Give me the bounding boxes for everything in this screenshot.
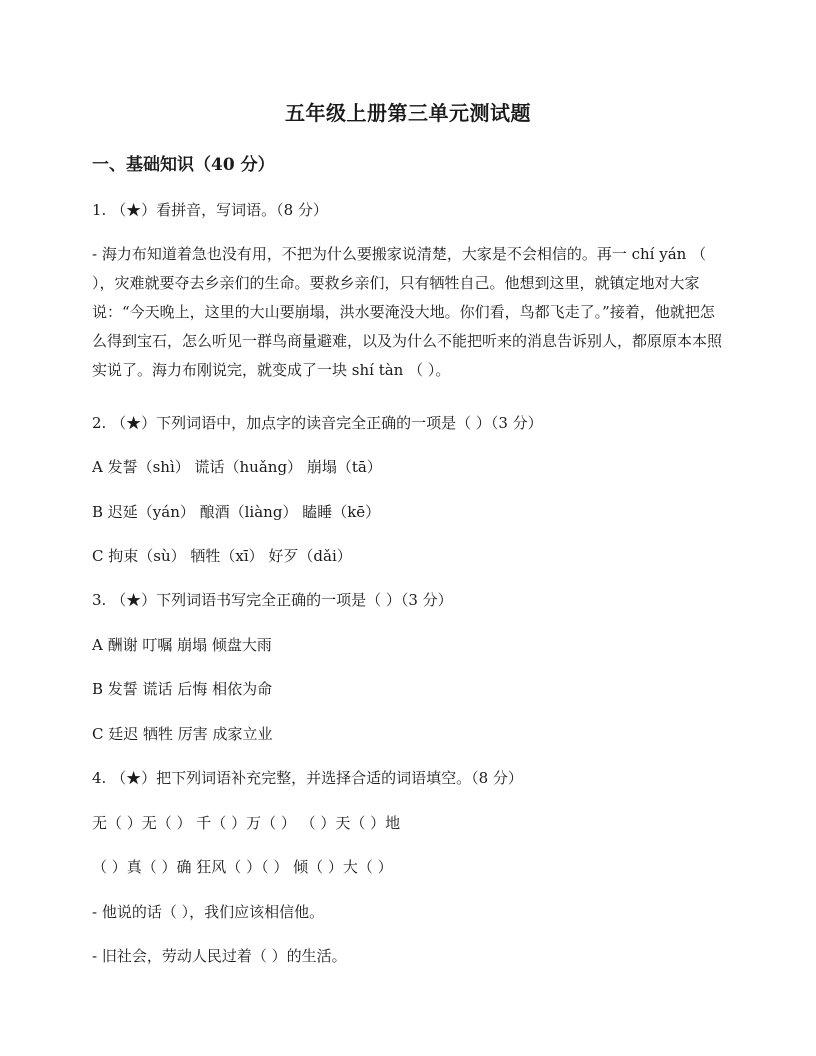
question-3-option-c: C 廷迟 牺牲 厉害 成家立业 <box>92 725 273 743</box>
question-3-prompt: 3. （★）下列词语书写完全正确的一项是（ ）（3 分） <box>92 591 453 609</box>
question-1-prompt: 1. （★）看拼音，写词语。（8 分） <box>92 201 328 219</box>
question-3-option-a: A 酬谢 叮嘱 崩塌 倾盘大雨 <box>92 636 272 654</box>
question-4-blank-2: - 旧社会，劳动人民过着（ ）的生活。 <box>92 947 347 965</box>
section-heading-basic-knowledge: 一、基础知识（40 分） <box>92 155 275 175</box>
question-4-row-1: 无（ ）无（ ） 千（ ）万（ ） （ ）天（ ）地 <box>92 814 401 832</box>
question-4-prompt: 4. （★）把下列词语补充完整，并选择合适的词语填空。（8 分） <box>92 769 523 787</box>
question-2-option-b: B 迟延（yán） 酿酒（liàng） 瞌睡（kē） <box>92 503 381 521</box>
question-1-passage: - 海力布知道着急也没有用，不把为什么要搬家说清楚，大家是不会相信的。再一 chí yán （ ），灾难就要夺去乡亲们的生命。要救乡亲们，只有牺牲自己。他想到这里，就镇定地对大家说：“今天晚上，这里的大山要崩塌，洪水要淹没大地。你们看，鸟都飞走了。”接着，他就把怎么得到宝石，怎么听见一群鸟商量避难，以及为什么不能把听来的消息告诉别人，都原原本本照实说了。海力布刚说完，就变成了一块 shí tàn （ ）。 <box>92 245 723 379</box>
page-title: 五年级上册第三单元测试题 <box>285 101 531 125</box>
question-2-option-c: C 拘束（sù） 牺牲（xī） 好歹（dǎi） <box>92 547 352 565</box>
question-2-option-a: A 发誓（shì） 谎话（huǎng） 崩塌（tā） <box>92 458 382 476</box>
question-4-blank-1: - 他说的话（ ），我们应该相信他。 <box>92 903 325 921</box>
question-3-option-b: B 发誓 谎话 后悔 相依为命 <box>92 680 273 698</box>
question-4-row-2: （ ）真（ ）确 狂风（ ）（ ） 倾（ ）大（ ） <box>92 858 393 876</box>
question-2-prompt: 2. （★）下列词语中，加点字的读音完全正确的一项是（ ）（3 分） <box>92 414 543 432</box>
